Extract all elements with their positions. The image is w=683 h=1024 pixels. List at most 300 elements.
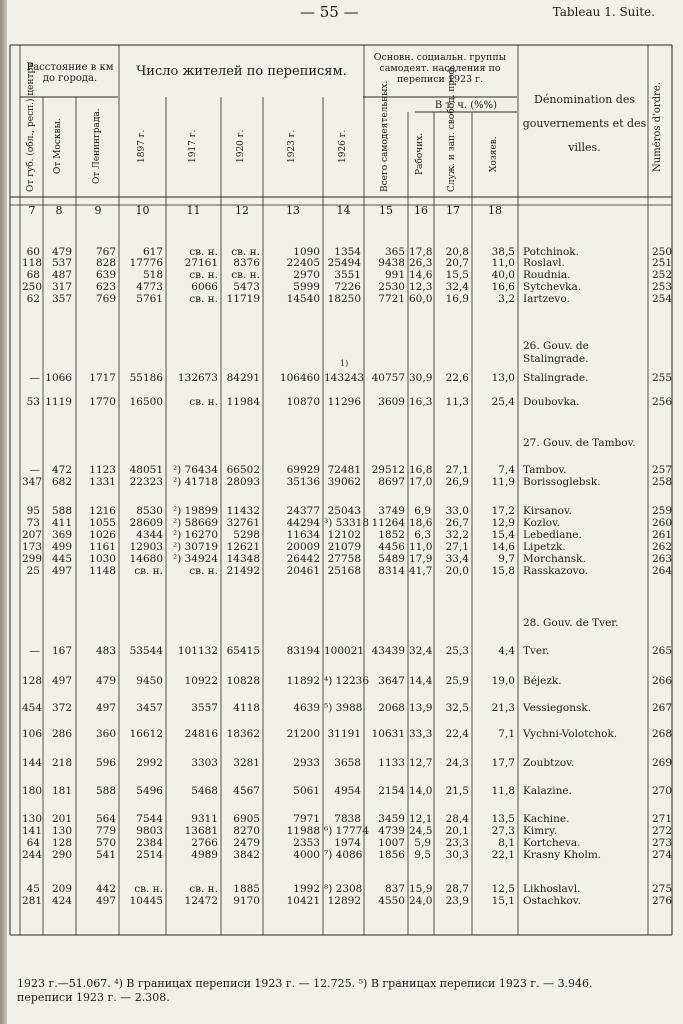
- table-cell: 12,7: [409, 757, 433, 769]
- table-cell: 13681: [184, 825, 218, 837]
- table-cell: 25168: [327, 565, 361, 577]
- table-cell: ⁸) 2308: [324, 883, 363, 895]
- table-cell: 44294: [286, 517, 320, 529]
- table-cell: —: [29, 372, 40, 384]
- table-cell: 1354: [334, 246, 361, 258]
- table-cell: 60,0: [409, 293, 433, 305]
- table-cell: 6905: [233, 813, 260, 825]
- table-cell: 24377: [286, 505, 320, 517]
- table-cell: 32,2: [445, 529, 469, 541]
- column-number: 17: [446, 204, 460, 217]
- header-col-15: Всего самодеятельных.: [380, 80, 390, 192]
- order-number: 257: [651, 464, 672, 476]
- table-cell: 10445: [129, 895, 163, 907]
- table-cell: 1161: [89, 541, 116, 553]
- table-cell: 95: [26, 505, 40, 517]
- table-cell: 45: [26, 883, 40, 895]
- table-cell: 14680: [129, 553, 163, 565]
- table-cell: 3647: [378, 675, 405, 687]
- government-title: 28. Gouv. de Tver.: [523, 617, 619, 629]
- table-cell: 5473: [233, 281, 260, 293]
- table-cell: 1026: [89, 529, 116, 541]
- table-cell: 83194: [286, 645, 320, 657]
- table-cell: 28,4: [445, 813, 469, 825]
- table-cell: 14,6: [491, 541, 515, 553]
- table-cell: 173: [22, 541, 43, 553]
- table-cell: 487: [51, 269, 72, 281]
- table-cell: 12892: [327, 895, 361, 907]
- table-cell: 101132: [177, 645, 218, 657]
- table-cell: 588: [95, 785, 116, 797]
- table-cell: 65415: [226, 645, 260, 657]
- table-cell: 20,1: [445, 825, 469, 837]
- column-number: 18: [488, 204, 502, 217]
- table-cell: 10421: [286, 895, 320, 907]
- table-cell: 290: [51, 849, 72, 861]
- order-number: 253: [651, 281, 672, 293]
- table-cell: 30,9: [409, 372, 433, 384]
- table-cell: 299: [22, 553, 43, 565]
- table-cell: 537: [51, 257, 72, 269]
- table-cell: 13,0: [491, 372, 515, 384]
- table-cell: 20009: [286, 541, 320, 553]
- header-incl: В т. ч. (%%): [434, 100, 498, 111]
- table-cell: 3281: [233, 757, 260, 769]
- table-cell: 14,0: [409, 785, 433, 797]
- header-denomination: Dénomination des gouvernements et des villes.: [522, 93, 647, 154]
- table-cell: 30,3: [445, 849, 469, 861]
- table-cell: 32761: [226, 517, 260, 529]
- table-cell: 596: [95, 757, 116, 769]
- order-number: 264: [651, 565, 672, 577]
- header-col-9: От Ленинграда.: [92, 108, 102, 184]
- header-col-13: 1923 г.: [287, 129, 297, 163]
- order-number: 252: [651, 269, 672, 281]
- table-cell: св. н.: [189, 396, 218, 408]
- table-cell: 497: [51, 675, 72, 687]
- table-cell: 3459: [378, 813, 405, 825]
- table-cell: 66502: [226, 464, 260, 476]
- city-name: Stalingrade.: [523, 372, 589, 384]
- column-number: 12: [235, 204, 249, 217]
- table-cell: 106460: [279, 372, 320, 384]
- table-cell: 10631: [371, 728, 405, 740]
- table-cell: 1119: [45, 396, 72, 408]
- table-cell: 1331: [89, 476, 116, 488]
- table-cell: 16,3: [409, 396, 433, 408]
- table-cell: 570: [95, 837, 116, 849]
- table-cell: 11,3: [445, 396, 469, 408]
- table-cell: 21,3: [491, 702, 515, 714]
- column-number: 8: [55, 204, 63, 217]
- table-cell: 14540: [286, 293, 320, 305]
- table-cell: 767: [95, 246, 116, 258]
- city-name: Roudnia.: [523, 269, 571, 281]
- table-cell: 12,3: [409, 281, 433, 293]
- table-cell: 5468: [191, 785, 218, 797]
- order-number: 273: [651, 837, 672, 849]
- table-cell: 372: [51, 702, 72, 714]
- order-number: 254: [651, 293, 672, 305]
- table-cell: 143243: [324, 372, 365, 384]
- table-cell: 27,1: [445, 464, 469, 476]
- table-cell: 8697: [378, 476, 405, 488]
- table-cell: 9450: [136, 675, 163, 687]
- table-cell: 24,3: [445, 757, 469, 769]
- table-cell: 4773: [136, 281, 163, 293]
- city-name: Lipetzk.: [523, 541, 566, 553]
- city-name: Tver.: [523, 645, 550, 657]
- column-number: 13: [286, 204, 300, 217]
- table-cell: 7,4: [498, 464, 515, 476]
- table-cell: 1148: [89, 565, 116, 577]
- table-cell: 40,0: [491, 269, 515, 281]
- table-cell: 6066: [191, 281, 218, 293]
- table-cell: 28609: [129, 517, 163, 529]
- city-name: Sytchevka.: [523, 281, 582, 293]
- order-number: 250: [651, 246, 672, 258]
- table-cell: 19,0: [491, 675, 515, 687]
- table-cell: св. н.: [134, 883, 163, 895]
- table-cell: 479: [95, 675, 116, 687]
- table-cell: 29512: [371, 464, 405, 476]
- table-cell: 9803: [136, 825, 163, 837]
- table-cell: 100021: [324, 645, 365, 657]
- table-cell: 442: [95, 883, 116, 895]
- table-cell: 9170: [233, 895, 260, 907]
- table-cell: ²) 34924: [172, 553, 218, 565]
- table-cell: 3658: [334, 757, 361, 769]
- table-cell: 769: [95, 293, 116, 305]
- order-number: 258: [651, 476, 672, 488]
- column-number: 9: [94, 204, 102, 217]
- table-cell: 12472: [184, 895, 218, 907]
- table-cell: ²) 19899: [172, 505, 218, 517]
- table-cell: 201: [51, 813, 72, 825]
- table-cell: 32,4: [409, 645, 433, 657]
- city-name: Doubovka.: [523, 396, 580, 408]
- table-cell: 68: [26, 269, 40, 281]
- table-cell: 207: [22, 529, 43, 541]
- footnote-line-1: 1923 г.—51.067. ⁴) В границах переписи 1923 г. — 12.725. ⁵) В границах переписи 1923 г. — 3.946.: [17, 977, 593, 990]
- table-cell: 62: [26, 293, 40, 305]
- table-cell: 1123: [89, 464, 116, 476]
- table-cell: 1030: [89, 553, 116, 565]
- order-number: 251: [651, 257, 672, 269]
- table-cell: 10828: [226, 675, 260, 687]
- table-cell: 5496: [136, 785, 163, 797]
- table-cell: 4954: [334, 785, 361, 797]
- table-cell: 369: [51, 529, 72, 541]
- table-cell: 541: [95, 849, 116, 861]
- table-cell: ²) 58669: [172, 517, 218, 529]
- table-cell: 1090: [293, 246, 320, 258]
- header-col-14: 1926 г.: [337, 129, 348, 163]
- table-cell: св. н.: [134, 565, 163, 577]
- table-cell: 27,3: [491, 825, 515, 837]
- table-cell: 3551: [334, 269, 361, 281]
- table-cell: 31191: [327, 728, 361, 740]
- table-cell: 588: [51, 505, 72, 517]
- table-cell: 5999: [293, 281, 320, 293]
- table-cell: 35136: [286, 476, 320, 488]
- city-name: Kozlov.: [523, 517, 561, 529]
- city-name: Krasny Kholm.: [523, 849, 602, 861]
- table-cell: 16,8: [409, 464, 433, 476]
- table-cell: ²) 16270: [172, 529, 218, 541]
- city-name: Vychni-Volotchok.: [523, 728, 618, 740]
- table-cell: 60: [26, 246, 40, 258]
- table-cell: ²) 76434: [172, 464, 218, 476]
- table-cell: 2353: [293, 837, 320, 849]
- table-cell: 1852: [378, 529, 405, 541]
- table-cell: 17,7: [491, 757, 515, 769]
- table-cell: 17776: [129, 257, 163, 269]
- city-name: Vessiegonsk.: [523, 702, 592, 714]
- table-cell: ²) 41718: [172, 476, 218, 488]
- header-groups: Основн. социальн. группы самодеят. населения по переписи 1923 г.: [373, 52, 507, 85]
- table-cell: 4989: [191, 849, 218, 861]
- table-cell: 32,4: [445, 281, 469, 293]
- order-number: 263: [651, 553, 672, 565]
- order-number: 261: [651, 529, 672, 541]
- table-cell: 779: [95, 825, 116, 837]
- table-cell: 6,3: [414, 529, 431, 541]
- table-cell: 7,1: [498, 728, 515, 740]
- order-number: 274: [651, 849, 672, 861]
- table-cell: 12,1: [409, 813, 433, 825]
- table-cell: 357: [51, 293, 72, 305]
- table-cell: 4739: [378, 825, 405, 837]
- order-number: 267: [651, 702, 672, 714]
- header-col-8: От Москвы.: [53, 118, 63, 174]
- table-cell: 2154: [378, 785, 405, 797]
- table-cell: 497: [95, 895, 116, 907]
- city-name: Roslavl.: [523, 257, 565, 269]
- table-cell: 11,0: [409, 541, 433, 553]
- header-order: Numéros d'ordre.: [652, 82, 663, 173]
- header-distance: Расстояние в км до города.: [26, 62, 114, 84]
- order-number: 275: [651, 883, 672, 895]
- table-cell: 3303: [191, 757, 218, 769]
- city-name: Kirsanov.: [523, 505, 572, 517]
- city-name: Béjezk.: [523, 675, 562, 687]
- city-name: Lebediane.: [523, 529, 582, 541]
- city-name: Borissoglebsk.: [523, 476, 601, 488]
- table-cell: 4550: [378, 895, 405, 907]
- table-cell: 360: [95, 728, 116, 740]
- table-cell: 837: [384, 883, 405, 895]
- table-cell: 411: [51, 517, 72, 529]
- table-cell: 18250: [327, 293, 361, 305]
- table-cell: 39062: [327, 476, 361, 488]
- table-cell: 27758: [327, 553, 361, 565]
- table-cell: 24,5: [409, 825, 433, 837]
- table-cell: 128: [22, 675, 43, 687]
- table-cell: ⁷) 4086: [324, 849, 363, 861]
- table-cell: 5761: [136, 293, 163, 305]
- table-cell: 38,5: [491, 246, 515, 258]
- table-cell: 483: [95, 645, 116, 657]
- table-cell: 18,6: [409, 517, 433, 529]
- table-cell: 17,2: [491, 505, 515, 517]
- table-cell: 16,9: [445, 293, 469, 305]
- table-cell: 1007: [378, 837, 405, 849]
- order-number: 271: [651, 813, 672, 825]
- table-cell: 22,6: [445, 372, 469, 384]
- table-cell: 17,0: [409, 476, 433, 488]
- table-cell: 1992: [293, 883, 320, 895]
- table-cell: 2933: [293, 757, 320, 769]
- table-cell: 9311: [191, 813, 218, 825]
- table-cell: 3609: [378, 396, 405, 408]
- column-number: 15: [379, 204, 393, 217]
- table-cell: 3557: [191, 702, 218, 714]
- table-cell: 14,6: [409, 269, 433, 281]
- order-number: 260: [651, 517, 672, 529]
- table-cell: 3,2: [498, 293, 515, 305]
- table-cell: 53: [26, 396, 40, 408]
- table-cell: 317: [51, 281, 72, 293]
- table-cell: 11634: [286, 529, 320, 541]
- table-cell: 20461: [286, 565, 320, 577]
- table-cell: 16612: [129, 728, 163, 740]
- footnote-marker: 1): [340, 359, 349, 368]
- table-caption: Tableau 1. Suite.: [552, 5, 655, 19]
- table-cell: 33,0: [445, 505, 469, 517]
- table-cell: 11432: [226, 505, 260, 517]
- table-cell: 7838: [334, 813, 361, 825]
- table-cell: 11,9: [491, 476, 515, 488]
- table-cell: 5,9: [414, 837, 431, 849]
- table-cell: 33,3: [409, 728, 433, 740]
- table-cell: 424: [51, 895, 72, 907]
- table-cell: 15,4: [491, 529, 515, 541]
- table-cell: 12621: [226, 541, 260, 553]
- table-cell: 167: [51, 645, 72, 657]
- table-cell: 21079: [327, 541, 361, 553]
- table-cell: —: [29, 645, 40, 657]
- order-number: 262: [651, 541, 672, 553]
- table-cell: 7971: [293, 813, 320, 825]
- table-cell: 8,1: [498, 837, 515, 849]
- table-cell: св. н.: [189, 293, 218, 305]
- table-cell: 286: [51, 728, 72, 740]
- table-cell: 15,8: [491, 565, 515, 577]
- table-cell: 14,4: [409, 675, 433, 687]
- table-cell: 2479: [233, 837, 260, 849]
- table-cell: 84291: [226, 372, 260, 384]
- table-cell: 26,9: [445, 476, 469, 488]
- table-cell: 25: [26, 565, 40, 577]
- table-cell: 4000: [293, 849, 320, 861]
- table-cell: 15,9: [409, 883, 433, 895]
- table-cell: 33,4: [445, 553, 469, 565]
- table-cell: 9,7: [498, 553, 515, 565]
- city-name: Likhoslavl.: [523, 883, 581, 895]
- city-name: Kimry.: [523, 825, 558, 837]
- table-cell: 11988: [286, 825, 320, 837]
- table-cell: 22323: [129, 476, 163, 488]
- header-col-10: 1897 г.: [136, 129, 147, 163]
- table-cell: 11892: [286, 675, 320, 687]
- table-cell: 21200: [286, 728, 320, 740]
- city-name: Iartzevo.: [523, 293, 570, 305]
- table-cell: 2068: [378, 702, 405, 714]
- table-cell: 4456: [378, 541, 405, 553]
- table-cell: 472: [51, 464, 72, 476]
- order-number: 276: [651, 895, 672, 907]
- table-cell: 24816: [184, 728, 218, 740]
- city-name: Rasskazovo.: [523, 565, 589, 577]
- table-cell: 1885: [233, 883, 260, 895]
- table-cell: 25,4: [491, 396, 515, 408]
- table-cell: св. н.: [189, 883, 218, 895]
- order-number: 255: [651, 372, 672, 384]
- order-number: 268: [651, 728, 672, 740]
- table-cell: 130: [51, 825, 72, 837]
- table-cell: 15,1: [491, 895, 515, 907]
- table-cell: 218: [51, 757, 72, 769]
- table-cell: 8270: [233, 825, 260, 837]
- footnote-line-2: переписи 1923 г. — 2.308.: [17, 991, 170, 1004]
- table-cell: 26,7: [445, 517, 469, 529]
- table-cell: 7226: [334, 281, 361, 293]
- government-title: 27. Gouv. de Tambov.: [523, 437, 636, 449]
- table-cell: 12903: [129, 541, 163, 553]
- table-cell: 2530: [378, 281, 405, 293]
- header-col-7: От губ. (обл., респ.) центра: [26, 62, 36, 192]
- table-cell: 180: [22, 785, 43, 797]
- table-cell: 5061: [293, 785, 320, 797]
- table-cell: 1216: [89, 505, 116, 517]
- table-cell: 497: [51, 565, 72, 577]
- header-population: Число жителей по переписям.: [136, 64, 347, 79]
- table-cell: 22,4: [445, 728, 469, 740]
- table-cell: 13,9: [409, 702, 433, 714]
- table-cell: 28093: [226, 476, 260, 488]
- table-cell: 3749: [378, 505, 405, 517]
- table-cell: 12,9: [491, 517, 515, 529]
- table-cell: 445: [51, 553, 72, 565]
- table-cell: 365: [384, 246, 405, 258]
- table-cell: 22,1: [491, 849, 515, 861]
- table-cell: 497: [95, 702, 116, 714]
- table-cell: 32,5: [445, 702, 469, 714]
- table-cell: 4639: [293, 702, 320, 714]
- table-cell: 13,5: [491, 813, 515, 825]
- city-name: Zoubtzov.: [523, 757, 575, 769]
- table-cell: 639: [95, 269, 116, 281]
- government-title: 26. Gouv. de Stalingrade.: [523, 340, 589, 365]
- table-cell: 64: [26, 837, 40, 849]
- table-cell: 8314: [378, 565, 405, 577]
- header-col-12: 1920 г.: [236, 129, 246, 163]
- table-cell: 991: [384, 269, 405, 281]
- table-cell: 141: [22, 825, 43, 837]
- order-number: 259: [651, 505, 672, 517]
- order-number: 272: [651, 825, 672, 837]
- table-cell: 72481: [327, 464, 361, 476]
- table-cell: 11,0: [491, 257, 515, 269]
- table-cell: 12,5: [491, 883, 515, 895]
- table-cell: ⁶) 17774: [324, 825, 370, 837]
- column-number: 14: [336, 204, 351, 217]
- table-cell: 15,5: [445, 269, 469, 281]
- table-cell: 20,0: [445, 565, 469, 577]
- table-cell: св. н.: [189, 565, 218, 577]
- table-cell: 144: [22, 757, 43, 769]
